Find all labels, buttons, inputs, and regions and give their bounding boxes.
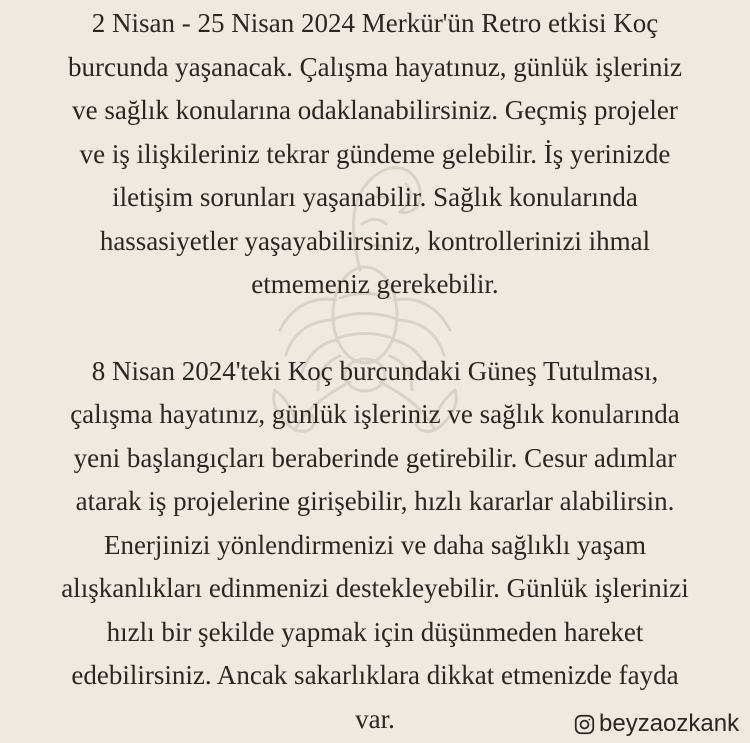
text-line: alışkanlıkları edinmenizi destekleyebilir. Günlük işlerinizi [61, 573, 689, 603]
text-line: burcunda yaşanacak. Çalışma hayatınuz, günlük işleriniz [67, 51, 683, 82]
text-line: var. [355, 703, 395, 734]
text-line: 2 Nisan - 25 Nisan 2024 Merkür'ün Retro etkisi Koç [91, 8, 659, 38]
text-line: Enerjinizi yönlendirmenizi ve daha sağlıklı yaşam [103, 529, 647, 560]
text-line: atarak iş projelerine girişebilir, hızlı kararlar alabilirsin. [75, 486, 675, 516]
text-line: ve sağlık konularına odaklanabilirsiniz. Geçmiş projeler [72, 95, 678, 125]
text-line: etmemeniz gerekebilir. [251, 269, 499, 299]
text-line: çalışma hayatınız, günlük işleriniz ve sağlık konularında [70, 399, 680, 429]
instagram-icon [574, 714, 595, 735]
text-line: hızlı bir şekilde yapmak için düşünmeden hareket [106, 616, 644, 647]
text-line: edebilirsiniz. Ancak sakarlıklara dikkat etmenizde fayda [71, 660, 679, 690]
article-text [0, 2, 750, 741]
text-line: ve iş ilişkileriniz tekrar gündeme gelebilir. İş yerinizde [79, 138, 671, 169]
text-line: yeni başlangıçları beraberinde getirebilir. Cesur adımlar [73, 442, 677, 473]
handle-text: beyzaozkank [599, 710, 740, 737]
instagram-handle[interactable] [574, 708, 750, 740]
paragraph-solar-eclipse [0, 350, 750, 742]
text-line: hassasiyetler yaşayabilirsiniz, kontrollerinizi ihmal [99, 225, 651, 256]
text-line: 8 Nisan 2024'teki Koç burcundaki Güneş Tutulması, [91, 355, 659, 386]
text-line: iletişim sorunları yaşanabilir. Sağlık konularında [112, 182, 638, 212]
paragraph-mercury-retrograde [0, 2, 750, 307]
